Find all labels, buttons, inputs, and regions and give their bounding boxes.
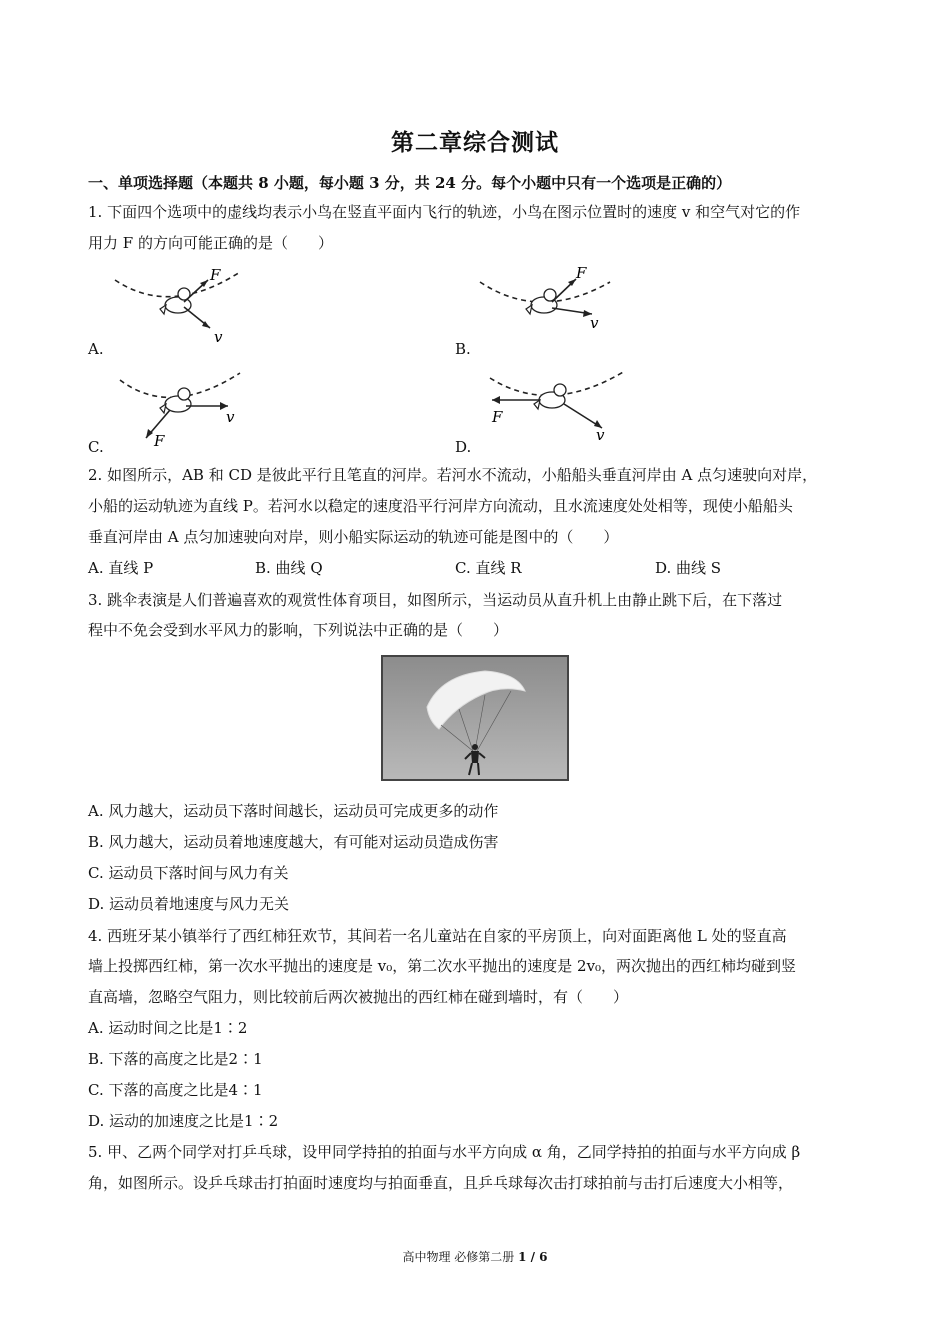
question-4-option-c: C. 下落的高度之比是4∶1 (88, 1081, 263, 1099)
section-heading: 一、单项选择题（本题共 8 小题，每小题 3 分，共 24 分。每个小题中只有一个选项是正确的） (88, 174, 732, 192)
velocity-label: v (226, 408, 235, 426)
bird-icon (160, 388, 191, 413)
question-2-option-a: A. 直线 P (88, 559, 154, 577)
question-4-option-d: D. 运动的加速度之比是1∶2 (88, 1112, 279, 1130)
question-2-option-b: B. 曲线 Q (255, 559, 323, 577)
question-1-line-2: 用力 F 的方向可能正确的是（ ） (88, 234, 333, 252)
question-3-option-a: A. 风力越大，运动员下落时间越长，运动员可完成更多的动作 (88, 802, 499, 820)
parachute-photo (381, 655, 569, 781)
bird-icon (534, 384, 566, 409)
question-4-option-b: B. 下落的高度之比是2∶1 (88, 1050, 263, 1068)
question-4-option-a: A. 运动时间之比是1∶2 (88, 1019, 248, 1037)
bird-figure-d (480, 366, 630, 444)
bird-figure-c (110, 368, 250, 448)
question-2-option-d: D. 曲线 S (655, 559, 722, 577)
velocity-label: v (214, 328, 223, 346)
page-number: 1 / 6 (518, 1250, 548, 1264)
question-5-line-2: 角，如图所示。设乒乓球击打拍面时速度均与拍面垂直，且乒乓球每次击打球拍前与击打后速度大小相等， (88, 1174, 794, 1192)
question-1-line-1: 1. 下面四个选项中的虚线均表示小鸟在竖直平面内飞行的轨迹，小鸟在图示位置时的速度 v 和空气对它的作 (88, 203, 801, 221)
footer-text: 高中物理 必修第二册 (402, 1250, 519, 1264)
force-label: F (576, 264, 587, 282)
question-2-line-3: 垂直河岸由 A 点匀加速驶向对岸，则小船实际运动的轨迹可能是图中的（ ） (88, 528, 619, 546)
page-footer (0, 1248, 950, 1265)
question-3-option-b: B. 风力越大，运动员着地速度越大，有可能对运动员造成伤害 (88, 833, 499, 851)
velocity-label: v (590, 314, 599, 332)
force-label: F (154, 432, 165, 448)
question-1-option-b: B. (455, 340, 471, 358)
question-1-option-a: A. (88, 340, 104, 358)
question-2-line-2: 小船的运动轨迹为直线 P。若河水以稳定的速度沿平行河岸方向流动，且水流速度处处相等，现使小船船头 (88, 497, 793, 515)
bird-icon (160, 288, 191, 314)
force-label: F (492, 408, 503, 426)
question-3-line-1: 3. 跳伞表演是人们普遍喜欢的观赏性体育项目，如图所示，当运动员从直升机上由静止跳下后，在下落过 (88, 591, 783, 609)
question-2-option-c: C. 直线 R (455, 559, 522, 577)
force-label: F (210, 266, 221, 284)
question-3-option-d: D. 运动员着地速度与风力无关 (88, 895, 290, 913)
bird-figure-b (470, 262, 620, 332)
question-5-line-1: 5. 甲、乙两个同学对打乒乓球，设甲同学持拍的拍面与水平方向成 α 角，乙同学持拍的拍面与水平方向成 β (88, 1143, 801, 1161)
bird-figure-a (100, 262, 260, 347)
question-4-line-2: 墙上投掷西红柿，第一次水平抛出的速度是 v₀，第二次水平抛出的速度是 2v₀，两次抛出的西红柿均碰到竖 (88, 957, 797, 975)
question-3-line-2: 程中不免会受到水平风力的影响，下列说法中正确的是（ ） (88, 621, 509, 639)
question-3-option-c: C. 运动员下落时间与风力有关 (88, 864, 289, 882)
question-1-option-d: D. (455, 438, 472, 456)
page-title: 第二章综合测试 (391, 129, 559, 156)
velocity-label: v (596, 426, 605, 444)
question-1-option-c: C. (88, 438, 104, 456)
question-4-line-3: 直高墙，忽略空气阻力，则比较前后两次被抛出的西红柿在碰到墙时，有（ ） (88, 988, 629, 1006)
question-2-line-1: 2. 如图所示，AB 和 CD 是彼此平行且笔直的河岸。若河水不流动，小船船头垂直河岸由 A 点匀速驶向对岸， (88, 466, 818, 484)
question-4-line-1: 4. 西班牙某小镇举行了西红柿狂欢节，其间若一名儿童站在自家的平房顶上，向对面距离他 L 处的竖直高 (88, 927, 787, 945)
